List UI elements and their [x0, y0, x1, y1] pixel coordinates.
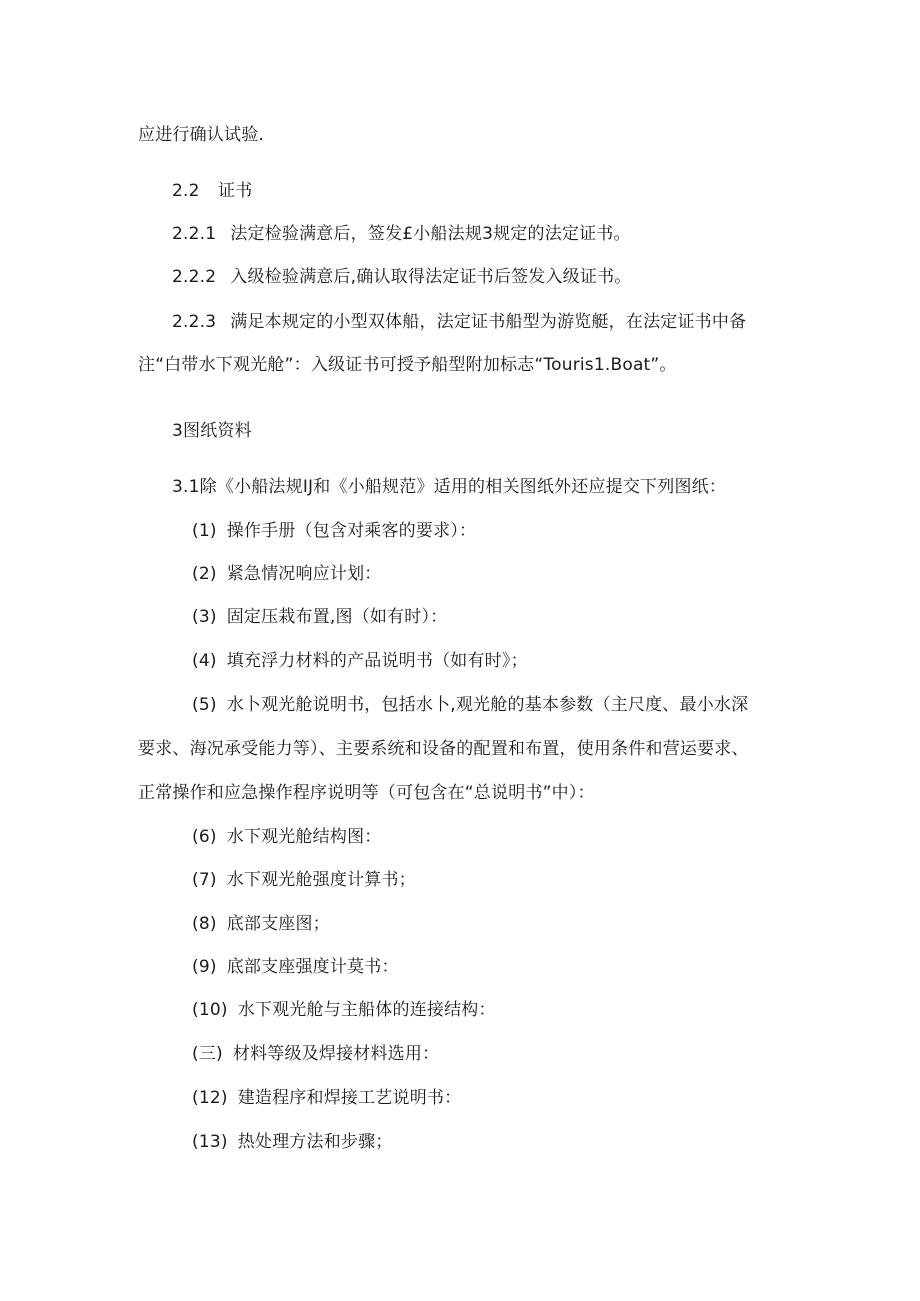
section-3-heading: 3图纸资料: [172, 421, 252, 441]
item-text: 水下观光舱结构图：: [226, 827, 382, 847]
item-text: 底部支座图；: [226, 914, 330, 934]
item-text: 紧急情况响应计划：: [226, 564, 382, 584]
clause-text: 满足本规定的小型双体船，法定证书船型为游览艇，在法定证书中备: [230, 312, 747, 332]
list-item: [192, 1086, 461, 1110]
item-number: (12): [192, 1088, 228, 1108]
list-item-continuation: 要求、海况承受能力等）、主要系统和设备的配置和布置，使用条件和营运要求、: [138, 739, 749, 759]
list-item: [192, 1130, 393, 1154]
list-item: [192, 562, 382, 586]
item-text: 材料等级及焊接材料选用：: [232, 1044, 440, 1064]
list-item: [192, 912, 330, 936]
clause-text: 入级检验满意后,确认取得法定证书后签发入级证书。: [230, 267, 632, 287]
clause-2-2-1: [172, 222, 631, 246]
clause-number: 2.2.3: [172, 312, 217, 332]
list-item: [192, 693, 748, 717]
list-item: [192, 825, 382, 849]
list-item: [192, 519, 476, 543]
item-number: (9): [192, 957, 217, 977]
section-number: 2.2: [172, 181, 200, 201]
section-title: 证书: [218, 181, 253, 201]
clause-2-2-3-line2: 注“白带水下观光舱”：入级证书可授予船型附加标志“Touris1.Boat”。: [138, 355, 677, 375]
list-item: [192, 955, 399, 979]
item-number: (10): [192, 1000, 228, 1020]
item-text: 固定压栽布置,图（如有时）：: [226, 607, 448, 627]
list-item: [192, 649, 528, 673]
clause-number: 2.2.1: [172, 224, 217, 244]
clause-2-2-2: [172, 265, 631, 289]
clause-number: 2.2.2: [172, 267, 217, 287]
item-number: (三): [192, 1044, 223, 1064]
item-text: 水下观光舱与主船体的连接结构：: [237, 1000, 496, 1020]
item-number: (2): [192, 564, 217, 584]
list-item: [192, 605, 447, 629]
item-number: (6): [192, 827, 217, 847]
item-text: 底部支座强度计莫书：: [226, 957, 399, 977]
item-text: 水卜观光舱说明书，包括水卜,观光舱的基本参数（主尺度、最小水深: [226, 695, 749, 715]
item-number: (13): [192, 1132, 228, 1152]
list-item: [192, 998, 496, 1022]
item-text: 填充浮力材料的产品说明书（如有时》；: [226, 651, 528, 671]
clause-text: 法定检验满意后，签发£小船法规3规定的法定证书。: [230, 224, 631, 244]
item-text: 水下观光舱强度计算书；: [226, 870, 416, 890]
item-number: (7): [192, 870, 217, 890]
clause-2-2-3-line1: [172, 310, 746, 334]
item-number: (4): [192, 651, 217, 671]
item-number: (1): [192, 521, 217, 541]
item-text: 热处理方法和步骤；: [237, 1132, 393, 1152]
intro-tail: 应进行确认试验.: [138, 125, 265, 145]
section-2-2-heading: [172, 179, 252, 203]
list-item: [192, 1042, 439, 1066]
clause-3-1: 3.1除《小船法规IJ和《小船规范》适用的相关图纸外还应提交下列图纸：: [172, 477, 727, 497]
item-text: 建造程序和焊接工艺说明书：: [237, 1088, 462, 1108]
item-number: (5): [192, 695, 217, 715]
item-number: (8): [192, 914, 217, 934]
list-item: [192, 868, 416, 892]
item-text: 操作手册（包含对乘客的要求）：: [226, 521, 477, 541]
item-number: (3): [192, 607, 217, 627]
list-item-continuation: 正常操作和应急操作程序说明等（可包含在“总说明书”中）：: [138, 783, 595, 803]
